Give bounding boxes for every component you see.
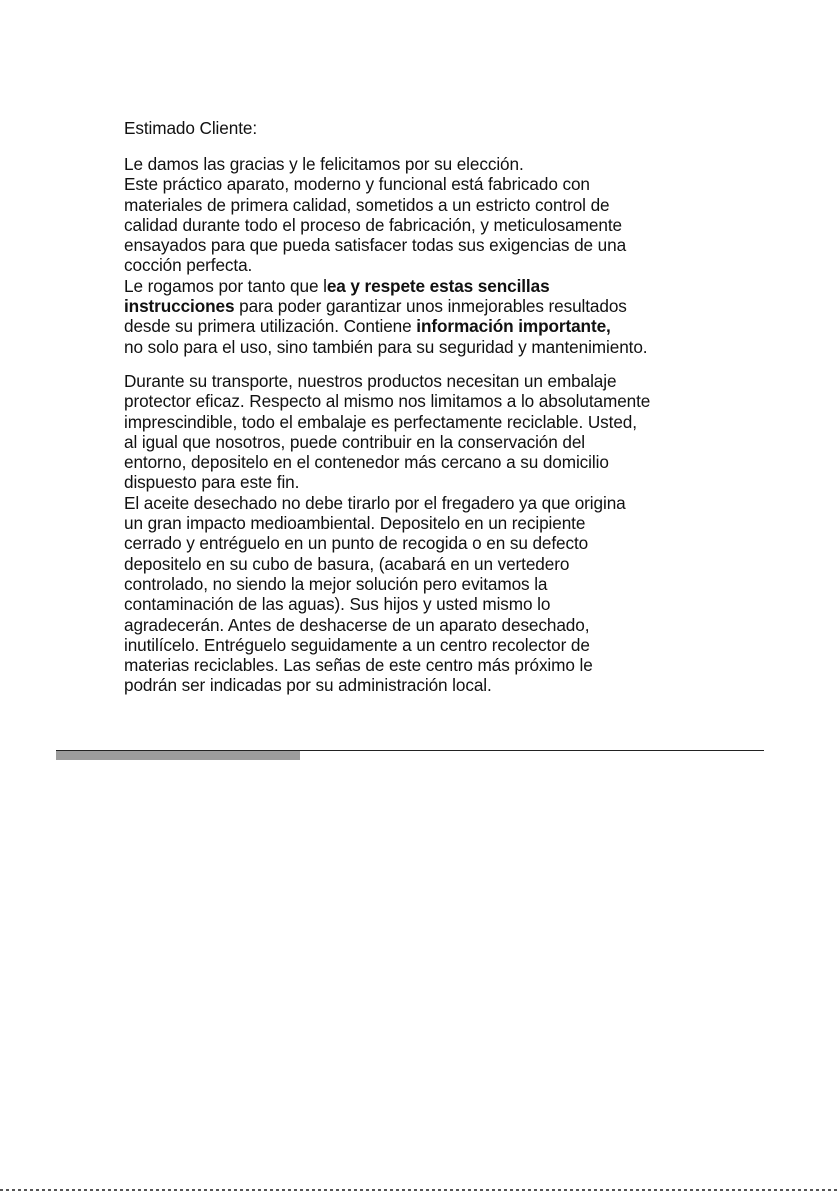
text-line: calidad durante todo el proceso de fabricación, y meticulosamente [124, 214, 622, 235]
text-line: ensayados para que pueda satisfacer todas sus exigencias de una [124, 235, 627, 256]
text-line: protector eficaz. Respecto al mismo nos limitamos a lo absolutamente [124, 391, 651, 412]
text-segment: Le rogamos por tanto que l [124, 275, 327, 296]
text-line [124, 316, 724, 336]
intro-paragraph [124, 154, 724, 357]
bold-text: instrucciones [124, 296, 235, 317]
text-line: Durante su transporte, nuestros productos necesitan un embalaje [124, 371, 617, 391]
text-line: no solo para el uso, sino también para su seguridad y mantenimiento. [124, 336, 648, 357]
text-line: Le damos las gracias y le felicitamos por su elección. [124, 154, 524, 174]
bold-text: ea y respete estas sencillas [326, 275, 550, 296]
text-line [124, 276, 724, 296]
text-line: podrán ser indicadas por su administración local. [124, 675, 492, 696]
text-line: materias reciclables. Las señas de este centro más próximo le [124, 655, 593, 676]
text-segment: para poder garantizar unos inmejorables resultados [234, 296, 627, 317]
text-line: al igual que nosotros, puede contribuir en la conservación del [124, 431, 586, 452]
text-line: controlado, no siendo la mejor solución pero evitamos la [124, 573, 548, 594]
text-line: materiales de primera calidad, sometidos a un estricto control de [124, 194, 610, 215]
footer-accent-bar [56, 751, 300, 760]
greeting [124, 118, 724, 138]
text-line: El aceite desechado no debe tirarlo por el fregadero ya que origina [124, 492, 626, 513]
text-line: cerrado y entréguelo en un punto de recogida o en su defecto [124, 533, 589, 554]
bold-text: información importante, [416, 316, 611, 337]
text-line: agradecerán. Antes de deshacerse de un aparato desechado, [124, 614, 590, 635]
text-line: un gran impacto medioambiental. Depositelo en un recipiente [124, 513, 586, 534]
greeting-text: Estimado Cliente: [124, 118, 257, 138]
text-line: dispuesto para este fin. [124, 472, 300, 493]
environment-paragraph [124, 371, 724, 696]
text-line [124, 296, 724, 316]
text-line: contaminación de las aguas). Sus hijos y usted mismo lo [124, 594, 551, 615]
text-line: cocción perfecta. [124, 255, 253, 276]
text-line: entorno, depositelo en el contenedor más cercano a su domicilio [124, 452, 609, 473]
text-line: Este práctico aparato, moderno y funcional está fabricado con [124, 174, 590, 195]
text-line: inutilícelo. Entréguelo seguidamente a un centro recolector de [124, 634, 590, 655]
text-line: imprescindible, todo el embalaje es perfectamente reciclable. Usted, [124, 411, 637, 432]
text-line: depositelo en su cubo de basura, (acabará en un vertedero [124, 553, 570, 574]
text-segment: desde su primera utilización. Contiene [124, 316, 417, 337]
